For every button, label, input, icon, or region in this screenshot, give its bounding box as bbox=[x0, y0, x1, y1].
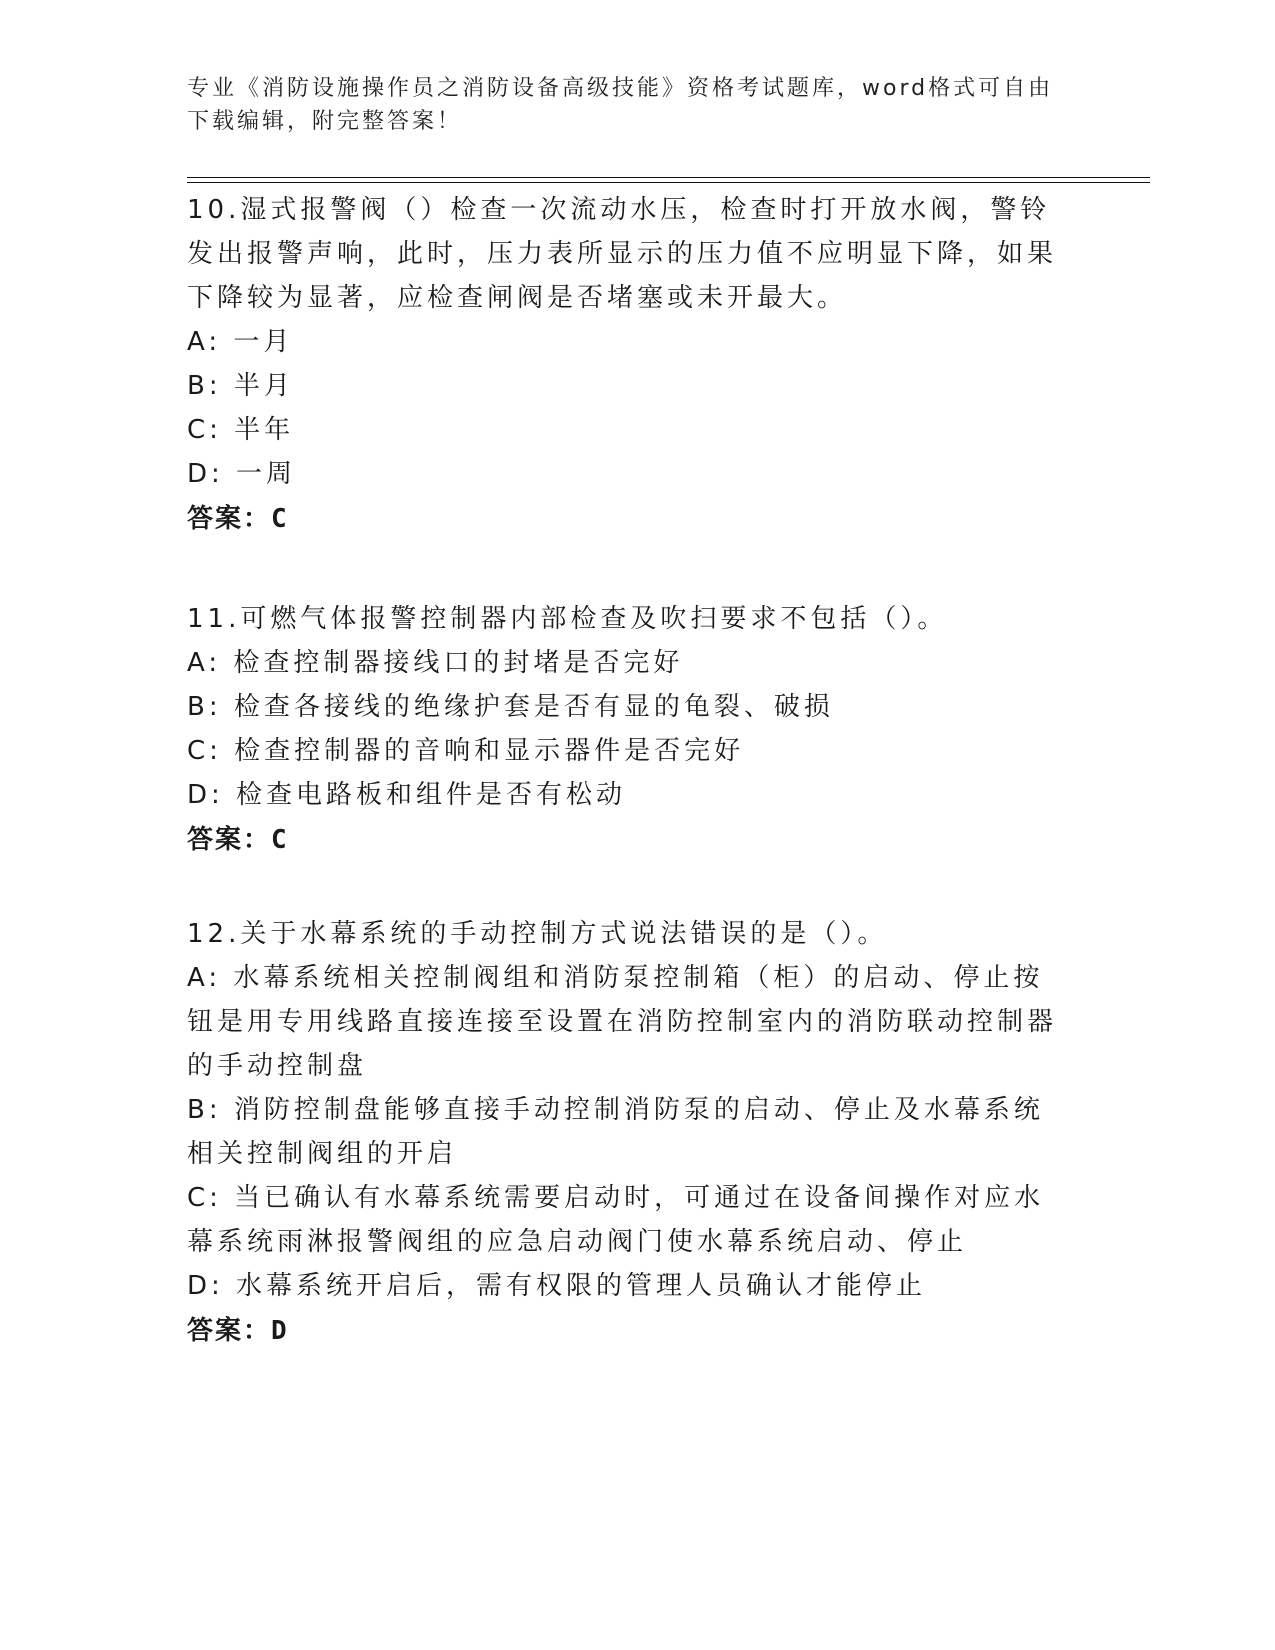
answer-label: 答案： bbox=[187, 1316, 272, 1346]
answer-value: D bbox=[271, 1316, 287, 1346]
option-b: B: 检查各接线的绝缘护套是否有显的龟裂、破损 bbox=[187, 692, 834, 722]
document-header: 专业《消防设施操作员之消防设备高级技能》资格考试题库，word格式可自由下载编辑，附完整答案！ bbox=[187, 76, 1054, 134]
question-stem: 11.可燃气体报警控制器内部检查及吹扫要求不包括（）。 bbox=[187, 604, 948, 634]
question-12 bbox=[187, 912, 1087, 1354]
option-b: B: 半月 bbox=[187, 371, 294, 401]
option-c: C: 当已确认有水幕系统需要启动时，可通过在设备间操作对应水幕系统雨淋报警阀组的应急启动阀门使水幕系统启动、停止 bbox=[187, 1183, 1045, 1257]
answer-label: 答案： bbox=[187, 504, 272, 534]
answer bbox=[187, 817, 1087, 863]
header-divider-top bbox=[187, 177, 1150, 178]
question-11 bbox=[187, 597, 1087, 863]
header-divider-bottom bbox=[187, 182, 1150, 183]
answer-label: 答案： bbox=[187, 825, 272, 855]
answer bbox=[187, 496, 1087, 542]
answer-value: C bbox=[271, 504, 287, 534]
answer bbox=[187, 1308, 1087, 1354]
option-a: A: 检查控制器接线口的封堵是否完好 bbox=[187, 648, 684, 678]
option-b: B: 消防控制盘能够直接手动控制消防泵的启动、停止及水幕系统相关控制阀组的开启 bbox=[187, 1095, 1044, 1169]
question-stem: 10.湿式报警阀（）检查一次流动水压，检查时打开放水阀，警铃发出报警声响，此时，压力表所显示的压力值不应明显下降，如果下降较为显著，应检查闸阀是否堵塞或未开最大。 bbox=[187, 195, 1058, 313]
question-10 bbox=[187, 188, 1087, 542]
option-c: C: 检查控制器的音响和显示器件是否完好 bbox=[187, 736, 745, 766]
option-a: A: 一月 bbox=[187, 327, 294, 357]
question-stem: 12.关于水幕系统的手动控制方式说法错误的是（）。 bbox=[187, 919, 888, 949]
option-a: A: 水幕系统相关控制阀组和消防泵控制箱（柜）的启动、停止按钮是用专用线路直接连接至设置在消防控制室内的消防联动控制器的手动控制盘 bbox=[187, 963, 1058, 1081]
option-c: C: 半年 bbox=[187, 415, 295, 445]
option-d: D: 水幕系统开启后，需有权限的管理人员确认才能停止 bbox=[187, 1271, 927, 1301]
option-d: D: 一周 bbox=[187, 459, 297, 489]
answer-value: C bbox=[271, 825, 287, 855]
option-d: D: 检查电路板和组件是否有松动 bbox=[187, 780, 627, 810]
